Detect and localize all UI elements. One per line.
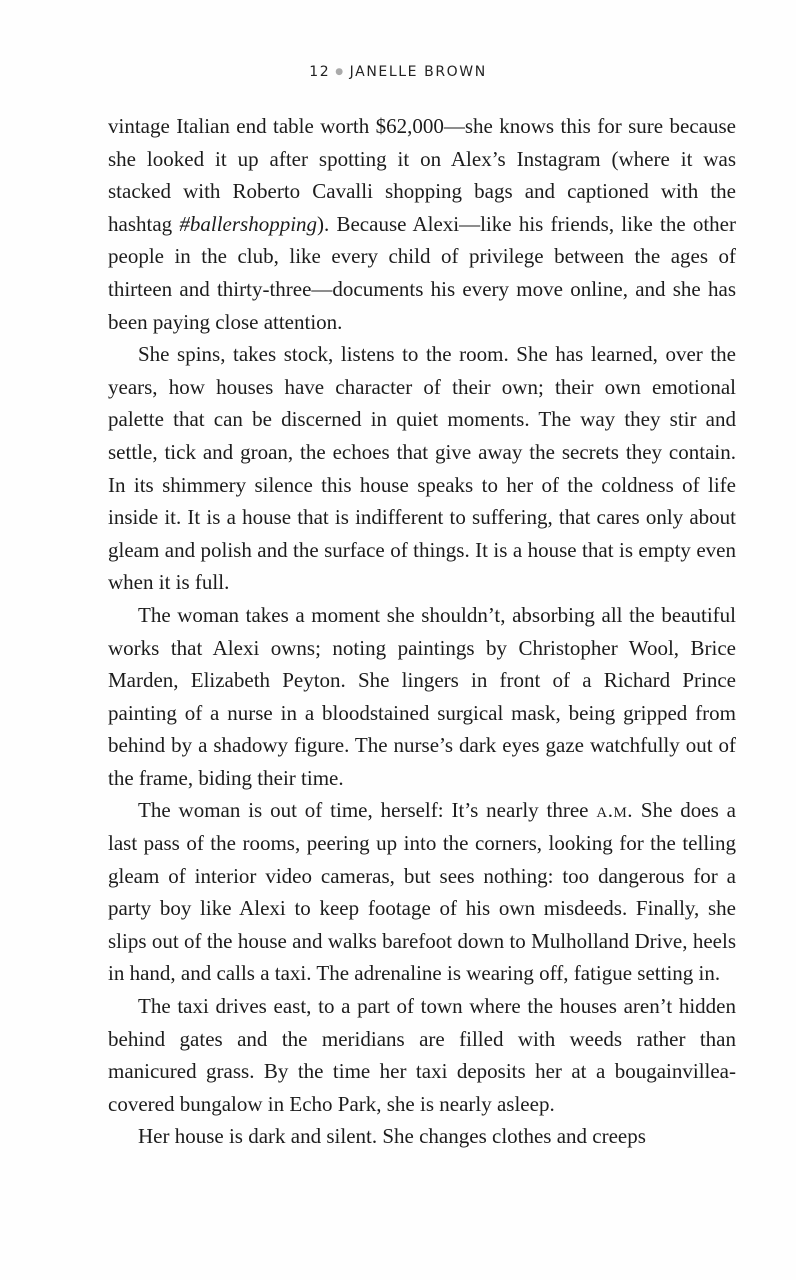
paragraph-6: Her house is dark and silent. She changes clothes and creeps	[138, 1124, 646, 1149]
paragraph-5: The taxi drives east, to a part of town where the houses aren’t hidden behind gates and the meridians are filled with weeds rather than manicured grass. By the time her taxi deposits her at a bougainvillea-covered bungalow in Echo Park, she is nearly asleep.	[108, 994, 736, 1116]
hashtag: #ballershopping	[179, 211, 318, 236]
paragraph-1-text-after: ). Because Alexi—like his friends, like the other people in the club, like every child of privilege between the ages of thirteen and thirty-three—documents his every move online, and she has been paying close attention.	[108, 211, 736, 334]
running-head	[0, 64, 796, 80]
paragraph-4-text: The woman is out of time, herself: It’s nearly three	[138, 798, 597, 823]
page-number: 12	[309, 64, 331, 80]
author-name: JANELLE BROWN	[349, 64, 487, 80]
paragraph-1-text: vintage Italian end table worth $62,000—she knows this for sure because she looked it up after spotting it on Alex’s Instagram (where it was stacked with Roberto Cavalli shopping bags and captioned with the hashtag	[108, 114, 736, 236]
body-text	[108, 110, 736, 1153]
separator-dot-icon: ●	[335, 67, 345, 77]
time-small-caps: a.m.	[596, 798, 634, 823]
paragraph-2: She spins, takes stock, listens to the room. She has learned, over the years, how houses have character of their own; their own emotional palette that can be discerned in quiet moments. The way they stir and settle, tick and groan, the echoes that give away the secrets they contain. In its shimmery silence this house speaks to her of the coldness of life inside it. It is a house that is indifferent to suffering, that cares only about gleam and polish and the surface of things. It is a house that is empty even when it is full.	[108, 342, 736, 595]
paragraph-4	[108, 794, 736, 990]
paragraph-3: The woman takes a moment she shouldn’t, absorbing all the beautiful works that Alexi owns; noting paintings by Christopher Wool, Brice Marden, Elizabeth Peyton. She lingers in front of a Richard Prince painting of a nurse in a bloodstained surgical mask, being gripped from behind by a shadowy figure. The nurse’s dark eyes gaze watchfully out of the frame, biding their time.	[108, 602, 736, 790]
paragraph-4-text-after: She does a last pass of the rooms, peering up into the corners, looking for the telling gleam of interior video cameras, but sees nothing: too dangerous for a party boy like Alexi to keep footage of his own misdeeds. Finally, she slips out of the house and walks barefoot down to Mulholland Drive, heels in hand, and calls a taxi. The adrenaline is wearing off, fatigue setting in.	[108, 798, 736, 986]
paragraph-1	[108, 110, 736, 338]
